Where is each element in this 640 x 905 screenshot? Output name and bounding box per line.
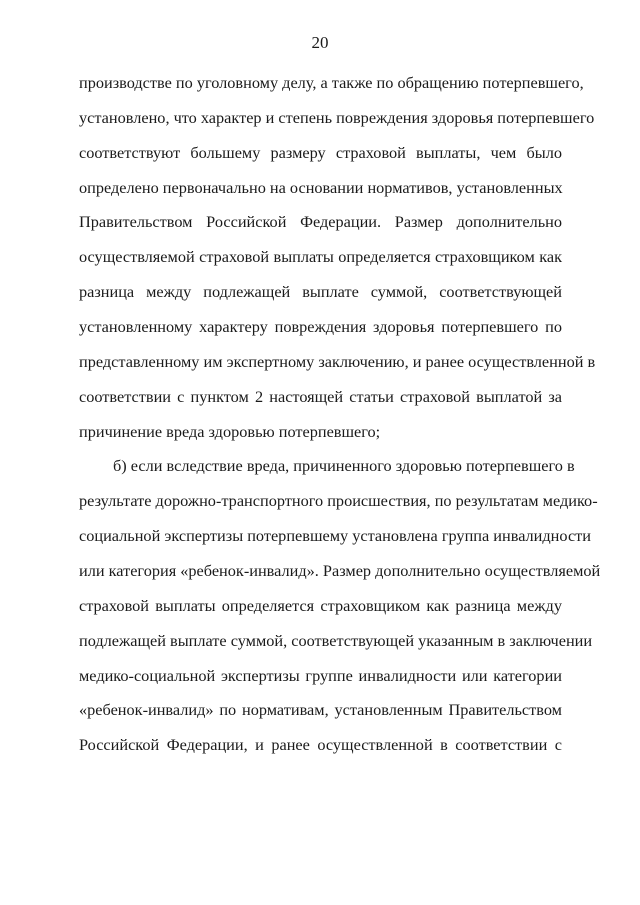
text-line: соответствуют большему размеру страховой выплаты, чем было [79,143,562,162]
text-line: представленному им экспертному заключению, и ранее осуществленной в [79,352,596,371]
text-line: медико-социальной экспертизы группе инвалидности или категории [79,666,562,685]
text-line: соответствии с пунктом 2 настоящей статьи страховой выплатой за [79,387,562,406]
text-line: установлено, что характер и степень повреждения здоровья потерпевшего [79,108,595,127]
text-line: или категория «ребенок-инвалид». Размер дополнительно осуществляемой [79,561,601,580]
text-line: установленному характеру повреждения здоровья потерпевшего по [79,317,562,336]
text-line: подлежащей выплате суммой, соответствующей указанным в заключении [79,631,593,650]
text-line: осуществляемой страховой выплаты определяется страховщиком как [79,247,562,266]
text-line: социальной экспертизы потерпевшему установлена группа инвалидности [79,526,591,545]
text-line: Российской Федерации, и ранее осуществленной в соответствии с [79,735,562,754]
text-line: б) если вследствие вреда, причиненного здоровью потерпевшего в [113,456,575,475]
text-line: результате дорожно-транспортного происшествия, по результатам медико- [79,491,598,510]
text-line: определено первоначально на основании нормативов, установленных [79,178,563,197]
page-number: 20 [311,33,329,52]
text-line: «ребенок-инвалид» по нормативам, установленным Правительством [79,700,562,719]
text-line: причинение вреда здоровью потерпевшего; [79,422,381,441]
text-line: производстве по уголовному делу, а также по обращению потерпевшего, [79,73,584,92]
text-line: Правительством Российской Федерации. Размер дополнительно [79,212,562,231]
text-line: страховой выплаты определяется страховщиком как разница между [79,596,562,615]
text-line: разница между подлежащей выплате суммой, соответствующей [79,282,562,301]
